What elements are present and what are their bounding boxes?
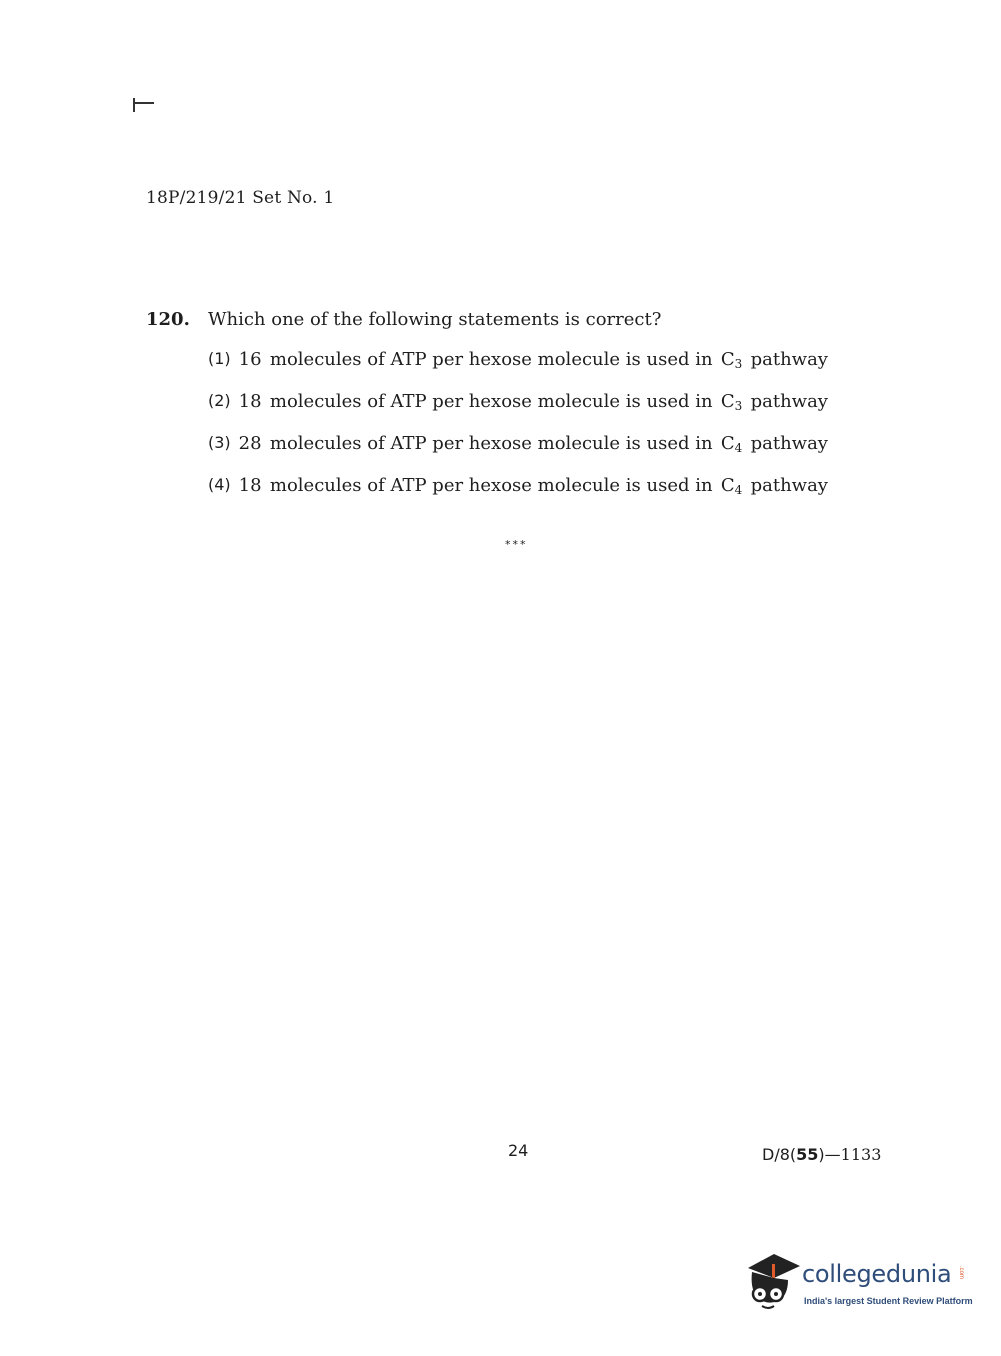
option-pathway: C4 [720, 433, 743, 455]
option-text: molecules of ATP per hexose molecule is used in [269, 475, 713, 496]
option-1 [208, 349, 828, 391]
option-2 [208, 391, 828, 433]
question-text: Which one of the following statements is correct? [208, 309, 662, 330]
option-count: 18 [238, 475, 262, 496]
option-3 [208, 433, 828, 475]
options-list [208, 349, 828, 517]
option-count: 28 [238, 433, 262, 454]
option-suffix: pathway [750, 349, 828, 370]
option-text: molecules of ATP per hexose molecule is used in [269, 391, 713, 412]
option-suffix: pathway [750, 391, 828, 412]
option-suffix: pathway [750, 433, 828, 454]
collegedunia-logo[interactable] [744, 1250, 974, 1314]
option-text: molecules of ATP per hexose molecule is used in [269, 349, 713, 370]
crop-mark-horizontal [134, 102, 154, 104]
option-pathway: C3 [720, 391, 743, 413]
end-divider: *** [505, 538, 528, 551]
option-pathway: C3 [720, 349, 743, 371]
set-number: 18P/219/21 Set No. 1 [146, 188, 335, 208]
option-pathway: C4 [720, 475, 743, 497]
option-count: 16 [238, 349, 262, 370]
crop-mark-vertical [133, 98, 135, 112]
logo-wordmark: collegedunia [802, 1260, 952, 1288]
option-text: molecules of ATP per hexose molecule is used in [269, 433, 713, 454]
option-4 [208, 475, 828, 517]
option-number: (2) [208, 391, 231, 410]
question-number: 120. [146, 309, 190, 330]
logo-tagline: India's largest Student Review Platform [804, 1296, 973, 1306]
logo-com: .com [958, 1266, 964, 1280]
student-mascot-icon [744, 1250, 800, 1310]
page-number: 24 [508, 1141, 529, 1160]
option-number: (1) [208, 349, 231, 368]
option-suffix: pathway [750, 475, 828, 496]
option-number: (4) [208, 475, 231, 494]
option-number: (3) [208, 433, 231, 452]
paper-code: D/8(55)—1133 [762, 1145, 882, 1164]
option-count: 18 [238, 391, 262, 412]
